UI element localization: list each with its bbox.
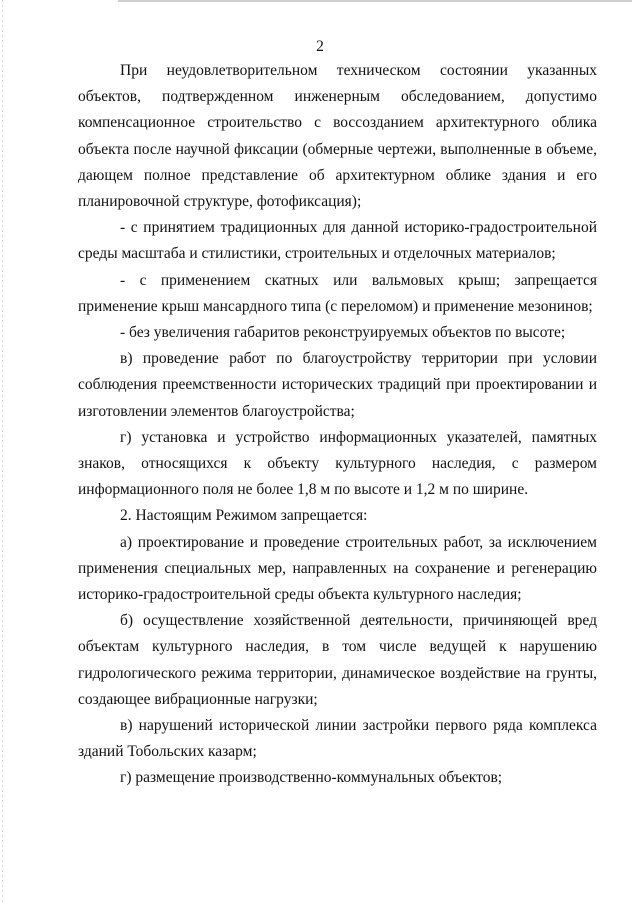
paragraph-information-signs: г) установка и устройство информационных указателей, памятных знаков, относящихся к объекту культурного наследия, с размером информационного поля не более 1,8 м по высоте и 1,2 м по ширине. [78, 428, 597, 499]
paragraph-compensation-construction: При неудовлетворительном техническом состоянии указанных объектов, подтвержденном инженерным обследованием, допустимо компенсационное строительство с воссозданием архитектурного облика объекта после научной фиксации (обмерные чертежи, выполненные в объеме, дающем полное представление об архитектурном облике здания и его планировочной структуре, фотофиксация); [78, 62, 597, 211]
paragraph-height-limit: - без увеличения габаритов реконструируемых объектов по высоте; [120, 324, 566, 342]
paragraph-prohibition-a: а) проектирование и проведение строительных работ, за исключением применения специальных мер, направленных на сохранение и регенерацию историко-градостроительной среды объекта культурного наследия; [78, 533, 597, 604]
top-border-line [118, 0, 632, 2]
paragraph-prohibition-c: в) нарушений исторической линии застройки первого ряда комплекса зданий Тобольских казарм; [78, 717, 597, 761]
paragraph-prohibition-d: г) размещение производственно-коммунальных объектов; [120, 769, 503, 787]
paragraph-prohibition-b: б) осуществление хозяйственной деятельности, причиняющей вред объектам культурного наследия, в том числе ведущей к нарушению гидрологического режима территории, динамическое воздействие на грунты, создающее вибрационные нагрузки; [78, 612, 597, 708]
document-body [78, 58, 597, 792]
paragraph-landscaping: в) проведение работ по благоустройству территории при условии соблюдения преемственности исторических традиций при проектировании и изготовлении элементов благоустройства; [78, 350, 597, 420]
paragraph-roof-types: - с применением скатных или вальмовых крыш; запрещается применение крыш мансардного типа (с переломом) и применение мезонинов; [78, 271, 597, 315]
page-number: 2 [316, 38, 324, 55]
paragraph-prohibitions-heading: 2. Настоящим Режимом запрещается: [120, 507, 368, 525]
scan-left-edge [2, 0, 3, 905]
paragraph-traditional-materials: - с принятием традиционных для данной историко-градостроительной среды масштаба и стилистики, строительных и отделочных материалов; [78, 219, 597, 263]
